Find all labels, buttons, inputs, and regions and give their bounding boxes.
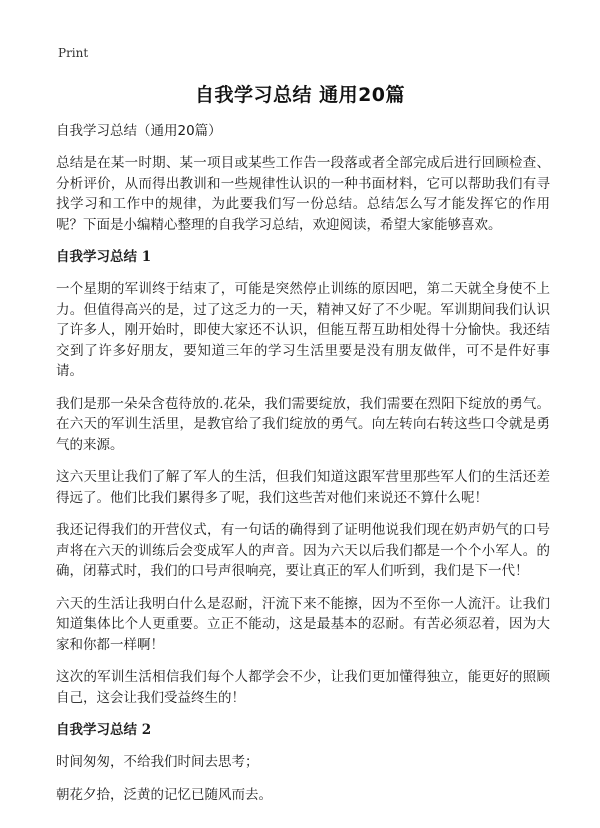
article-body [56,121,550,817]
paragraph: 这六天里让我们了解了军人的生活，但我们知道这跟军营里那些军人们的生活还差得远了。他们比我们累得多了呢，我们这些苦对他们来说还不算什么呢！ [56,469,550,506]
paragraph: 我们是那一朵朵含苞待放的.花朵，我们需要绽放，我们需要在烈阳下绽放的勇气。在六天的军训生活里，是教官给了我们绽放的勇气。向左转向右转这些口令就是勇气的来源。 [56,395,550,453]
section-heading-2: 自我学习总结 2 [56,722,152,738]
paragraph: 我还记得我们的开营仪式，有一句话的确得到了证明他说我们现在奶声奶气的口号声将在六天的训练后会变成军人的声音。因为六天以后我们都是一个个小军人。的确，闭幕式时，我们的口号声很响亮，要让真正的军人们听到，我们是下一代！ [56,522,550,579]
article-subtitle: 自我学习总结（通用20篇） [56,123,222,139]
paragraph: 朝花夕拾，泛黄的记忆已随风而去。 [56,786,272,803]
paragraph: 六天的生活让我明白什么是忍耐，汗流下来不能擦，因为不至你一人流汗。让我们知道集体比个人更重要。立正不能动，这是最基本的忍耐。有苦必须忍着，因为大家和你都一样啊！ [56,595,550,653]
paragraph: 一个星期的军训终于结束了，可能是突然停止训练的原因吧，第二天就全身使不上力。但值得高兴的是，过了这乏力的一天，精神又好了不少呢。军训期间我们认识了许多人，刚开始时，即使大家还不认识，但能互帮互助相处得十分愉快。我还结交到了许多好朋友，要知道三年的学习生活里要是没有朋友做伴，可不是件好事请。 [56,281,550,379]
intro-paragraph: 总结是在某一时期、某一项目或某些工作告一段落或者全部完成后进行回顾检查、分析评价，从而得出教训和一些规律性认识的一种书面材料，它可以帮助我们有寻找学习和工作中的规律，为此要我们写一份总结。总结怎么写才能发挥它的作用呢？下面是小编精心整理的自我学习总结，欢迎阅读，希望大家能够喜欢。 [56,155,550,233]
print-link[interactable]: Print [58,46,89,60]
section-heading-1: 自我学习总结 1 [56,249,152,265]
paragraph: 时间匆匆，不给我们时间去思考； [56,754,259,770]
paragraph: 这次的军训生活相信我们每个人都学会不少，让我们更加懂得独立，能更好的照顾自己，这会让我们受益终生的！ [56,669,550,706]
page-title: 自我学习总结 通用20篇 [194,84,406,106]
